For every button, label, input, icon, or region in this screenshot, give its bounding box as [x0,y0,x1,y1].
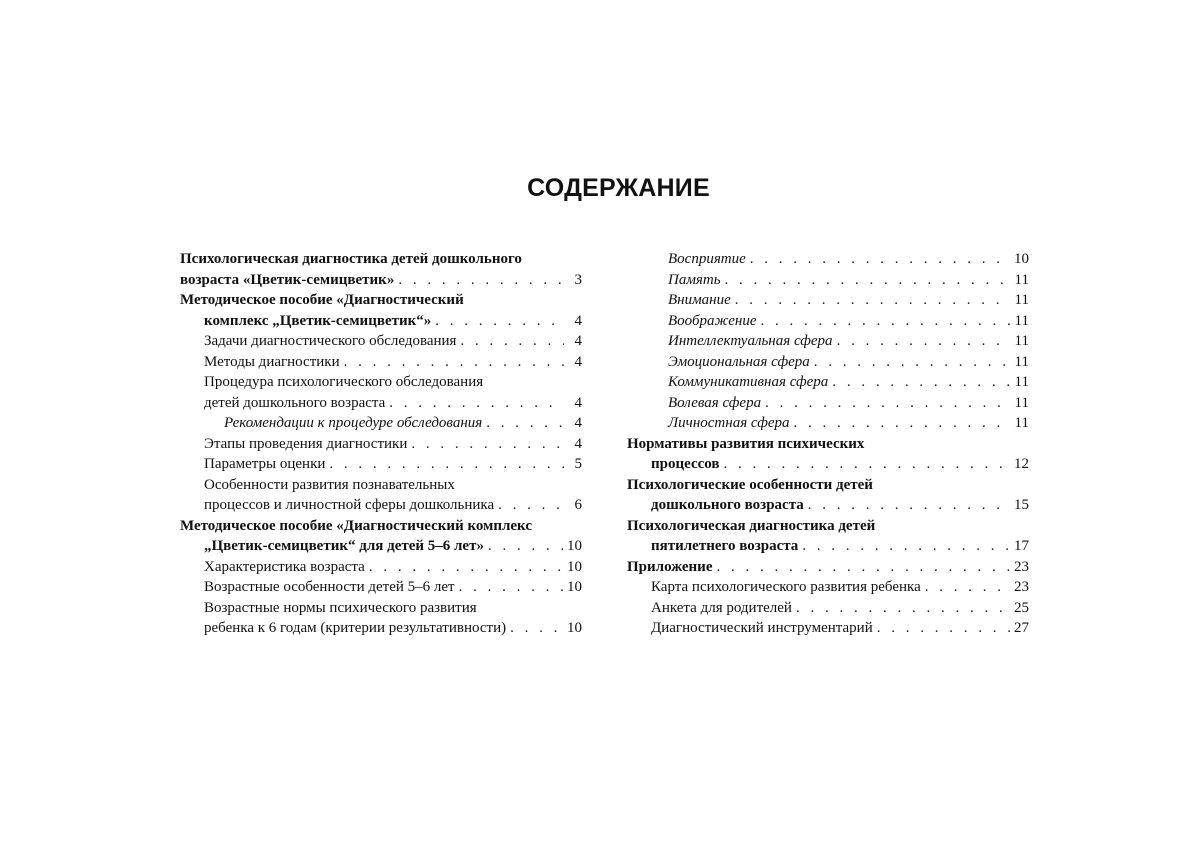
toc-entry [180,270,582,291]
dot-leader [802,536,1010,557]
toc-entry [180,475,582,496]
toc-entry-title: Диагностический инструментарий [651,620,873,636]
toc-entry [627,331,1029,352]
toc-entry [627,475,1029,496]
toc-page-number: 3 [574,271,582,288]
dot-leader [808,495,1010,516]
page-title: СОДЕРЖАНИЕ [527,174,710,202]
toc-entry-title: Анкета для родителей [651,599,792,616]
toc-page-number: 6 [574,497,582,513]
toc-page-number: 11 [1014,271,1029,288]
toc-page-number: 23 [1014,579,1029,595]
toc-entry [627,577,1029,598]
toc-page-number: 27 [1014,620,1029,636]
toc-entry-title: Коммуникативная сфера [668,374,829,390]
toc-entry [180,495,582,516]
toc-entry-title: Приложение [627,558,713,575]
toc-entry [180,598,582,619]
toc-entry-title: Психологическая диагностика детей дошкольного [180,251,522,267]
toc-entry [627,413,1029,434]
toc-entry-title: Возрастные нормы психического развития [204,599,477,616]
toc-entry [180,557,582,578]
toc-entry [627,311,1029,332]
dot-leader [832,372,1010,393]
toc-entry [180,311,582,332]
toc-entry-title: Возрастные особенности детей 5–6 лет [204,579,455,595]
toc-entry-title: Особенности развития познавательных [204,476,455,493]
toc-column-left [180,249,582,639]
dot-leader [486,413,564,434]
dot-leader [877,618,1010,639]
toc-page-number: 10 [1014,251,1029,267]
toc-page-number: 4 [574,333,582,349]
toc-entry [627,536,1029,557]
toc-entry-title: Рекомендации к процедуре обследования [224,415,483,431]
toc-page-number: 4 [574,353,582,370]
toc-entry [627,352,1029,373]
toc-entry-title: процессов и личностной сферы дошкольника [204,497,495,513]
toc-entry [180,290,582,311]
toc-entry [627,290,1029,311]
toc-page-number: 4 [574,394,582,411]
toc-entry-title: пятилетнего возраста [651,538,799,554]
toc-entry [180,434,582,455]
toc-entry [180,352,582,373]
toc-entry [627,434,1029,455]
toc-page-number: 25 [1014,599,1029,616]
toc-entry-title: комплекс „Цветик-семицветик“» [204,312,432,329]
toc-entry-title: Характеристика возраста [204,558,365,575]
toc-entry [627,249,1029,270]
toc-page-number: 10 [567,579,582,595]
toc-page-number: 15 [1014,497,1029,513]
toc-entry [627,393,1029,414]
dot-leader [925,577,1010,598]
toc-entry [180,331,582,352]
toc-page-number: 11 [1014,333,1029,349]
toc-page-number: 10 [567,538,582,554]
toc-entry-title: Психологическая диагностика детей [627,517,876,534]
toc-page-number: 12 [1014,456,1029,472]
toc-entry [627,618,1029,639]
dot-leader [750,249,1010,270]
toc-entry-title: возраста «Цветик-семицветик» [180,271,395,288]
toc-page-number: 11 [1014,374,1029,390]
dot-leader [761,311,1011,332]
toc-entry-title: Задачи диагностического обследования [204,333,457,349]
toc-entry-title: Методическое пособие «Диагностический комплекс [180,517,532,534]
toc-entry-title: Карта психологического развития ребенка [651,579,921,595]
dot-leader [498,495,564,516]
toc-entry-title: Личностная сфера [668,415,790,431]
toc-entry [180,454,582,475]
toc-entry [627,270,1029,291]
toc-column-right [627,249,1029,639]
toc-entry-title: Волевая сфера [668,394,762,411]
dot-leader [510,618,563,639]
toc-entry-title: Методическое пособие «Диагностический [180,292,464,308]
dot-leader [814,352,1011,373]
dot-leader [459,577,563,598]
dot-leader [765,393,1010,414]
toc-entry-title: Память [668,271,721,288]
dot-leader [488,536,563,557]
dot-leader [716,557,1010,578]
toc-page-number: 10 [567,558,582,575]
dot-leader [794,413,1011,434]
toc-entry [627,454,1029,475]
toc-entry-title: процессов [651,456,720,472]
toc-entry [180,413,582,434]
toc-entry [180,536,582,557]
toc-entry-title: Восприятие [668,251,746,267]
dot-leader [735,290,1011,311]
toc-page-number: 10 [567,620,582,636]
toc-page-number: 4 [574,435,582,452]
toc-page-number: 4 [574,312,582,329]
toc-entry-title: детей дошкольного возраста [204,394,386,411]
toc-entry-title: Процедура психологического обследования [204,374,484,390]
dot-leader [837,331,1011,352]
dot-leader [724,454,1010,475]
toc-entry-title: ребенка к 6 годам (критерии результативности) [204,620,507,636]
toc-entry-title: Воображение [668,312,757,329]
dot-leader [435,311,564,332]
toc-entry-title: „Цветик-семицветик“ для детей 5–6 лет» [204,538,484,554]
toc-entry [627,598,1029,619]
toc-entry-title: Этапы проведения диагностики [204,435,408,452]
dot-leader [460,331,564,352]
toc-entry [180,516,582,537]
toc-entry-title: Нормативы развития психических [627,435,865,452]
toc-entry [627,372,1029,393]
toc-entry [627,495,1029,516]
dot-leader [369,557,563,578]
toc-page-number: 11 [1014,292,1029,308]
toc-entry [627,557,1029,578]
dot-leader [344,352,564,373]
toc-page-number: 4 [574,415,582,431]
toc-entry-title: Интеллектуальная сфера [668,333,833,349]
dot-leader [411,434,564,455]
toc-entry-title: Параметры оценки [204,456,326,472]
toc-page-number: 11 [1014,312,1029,329]
dot-leader [398,270,564,291]
toc-entry-title: Эмоциональная сфера [668,353,810,370]
toc-entry-title: дошкольного возраста [651,497,804,513]
toc-entry-title: Методы диагностики [204,353,340,370]
dot-leader [329,454,564,475]
dot-leader [725,270,1011,291]
toc-entry [180,249,582,270]
dot-leader [389,393,564,414]
toc-page-number: 11 [1014,394,1029,411]
toc-page-number: 11 [1014,353,1029,370]
toc-entry [180,372,582,393]
dot-leader [796,598,1010,619]
toc-entry [180,577,582,598]
toc-page-number: 23 [1014,558,1029,575]
toc-entry-title: Внимание [668,292,731,308]
toc-entry [627,516,1029,537]
toc-page-number: 11 [1014,415,1029,431]
toc-entry-title: Психологические особенности детей [627,476,873,493]
toc-entry [180,393,582,414]
toc-page-number: 17 [1014,538,1029,554]
toc-page-number: 5 [574,456,582,472]
toc-entry [180,618,582,639]
